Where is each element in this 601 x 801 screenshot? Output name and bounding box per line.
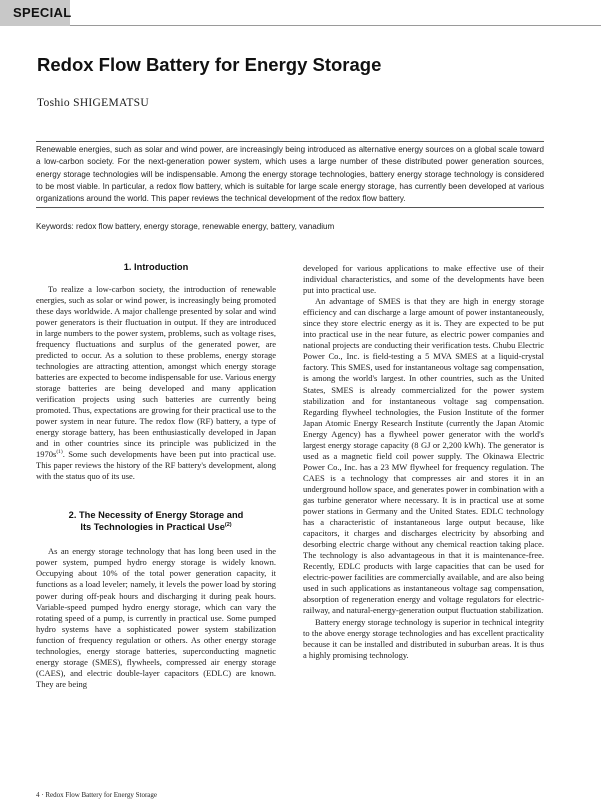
- intro-paragraph: [36, 284, 276, 483]
- article-title: Redox Flow Battery for Energy Storage: [37, 54, 382, 75]
- right-column: [303, 263, 544, 661]
- intro-text-end: . Some such developments have been put into practical use. This paper reviews the history of the RF battery's development, along with the status quo of its use.: [36, 449, 276, 482]
- abstract-box: [36, 141, 544, 208]
- section-2-heading-line2: Its Technologies in Practical Use: [80, 521, 225, 532]
- intro-ref: (1): [56, 449, 63, 456]
- left-column: [36, 262, 276, 690]
- section-2-paragraph: As an energy storage technology that has long been used in the power system, pumped hydro energy storage is widely known. Occupying about 10% of the total power generation capacity, it functions as a load leveler; namely, it levels the power load by storing power during off-peak hours and discharging it during peak hours. Variable-speed pumped hydro energy storage, which can vary the rotating speed of a pump, is currently in practical use. Some pumped hydro systems have a sophisticated power system stabilization function of frequency regulation or others. As other energy storage technologies, energy storage batteries, superconducting magnetic energy storage (SMES), flywheels, compressed air energy storage (CAES), and electric double-layer capacitors (EDLC) are known. They are being: [36, 546, 276, 689]
- section-1-heading: 1. Introduction: [123, 262, 189, 272]
- header-rule: [70, 25, 601, 26]
- section-tag-label: SPECIAL: [13, 5, 72, 20]
- section-2-heading: [36, 510, 276, 533]
- keywords: Keywords: redox flow battery, energy storage, renewable energy, battery, vanadium: [36, 222, 335, 231]
- section-2-heading-line1: 2. The Necessity of Energy Storage and: [68, 510, 244, 521]
- smes-paragraph: An advantage of SMES is that they are high in energy storage efficiency and can discharge a large amount of power instantaneously, since they store electric energy as it is. They are expected to be put into practical use in the near future, as electric power companies and national projects are conducting their verification tests. Chubu Electric Power Co., Inc. is field-testing a 5 MVA SMES at a liquid-crystal factory. This SMES, used for instantaneous voltage sag compensation, is among the world's largest. In other countries, such as the United States, SMES is already commercialized for the power system stabilization and for instantaneous voltage sag compensation. Regarding flywheel technologies, the Fusion Institute of the former Japan Atomic Energy Research Institute (currently the Japan Atomic Energy Agency) has a flywheel power generator with the world's largest energy storage capacity (8 GJ or 2,200 kWh). The generator is used as a magnetic field coil power supply. The Okinawa Electric Power Co., Inc. has a 23 MW flywheel for frequency regulation. The CAES is a technology that compresses air and stores it in an underground hollow space, and generates power in combination with a gas turbine generator where necessary. It is in practical use at some power stations in Germany and the United States. EDLC technology has a characteristic of instantaneous large output because, like capacitors, it charges and discharges electricity by absorbing and desorbing electric charge without any chemical reaction taking place. The technology is also advantageous in that it is maintenance-free. Recently, EDLC products with large capacities that can be used for electric-power facilities are commercially available, and are also being used in such applications as instantaneous voltage sag compensation, absorption of regeneration energy and voltage regulators for electric-railway, and natural-energy-generation output fluctuation stabilization.: [303, 296, 544, 616]
- page-footer: 4 · Redox Flow Battery for Energy Storage: [36, 791, 157, 799]
- section-2-ref: (2): [224, 521, 232, 528]
- section-2-heading-line2-wrap: [36, 522, 276, 534]
- abstract-text: Renewable energies, such as solar and wind power, are increasingly being introduced as alternative energy sources on a global scale toward a low-carbon society. For the next-generation power system, which uses a large number of these distributed power generation sources, energy storage technologies will be indispensable. Among the energy storage technologies, battery energy storage technology is considered to be most viable. In particular, a redox flow battery, which is suitable for large scale energy storage, has currently been developed at various organizations around the world. This paper reviews the technical development of the redox flow battery.: [36, 145, 544, 204]
- intro-text: To realize a low-carbon society, the introduction of renewable energies, such as solar or wind power, is increasingly being promoted these days worldwide. A major challenge presented by solar and wind power generators is their fluctuation in output. If they are introduced in large numbers to the power system, problems, such as voltage rises, frequency fluctuations and surplus of the generated power, are predicted to occur. As a solution to these problems, energy storage technologies are attracting attention, amongst which energy storage batteries are expected to become indispensable for use. Various energy storage batteries are being developed and many application verification projects using such batteries are currently being promoted. Thus, expectations are growing for their practical use to the power system in near future. The redox flow (RF) battery, a type of energy storage battery, has been enthusiastically developed in Japan and in other countries since its principle was publicized in the 1970s: [36, 283, 276, 460]
- section-tag: [0, 0, 70, 26]
- continued-paragraph: developed for various applications to make effective use of their individual characteristics, and some of the developments have been put into practical use.: [303, 263, 544, 296]
- battery-paragraph: Battery energy storage technology is superior in technical integrity to the above energy storage technologies and has excellent practicality because it can be installed and distributed in suburban areas. It is thus a highly promising technology.: [303, 616, 544, 660]
- article-author: Toshio SHIGEMATSU: [37, 97, 149, 109]
